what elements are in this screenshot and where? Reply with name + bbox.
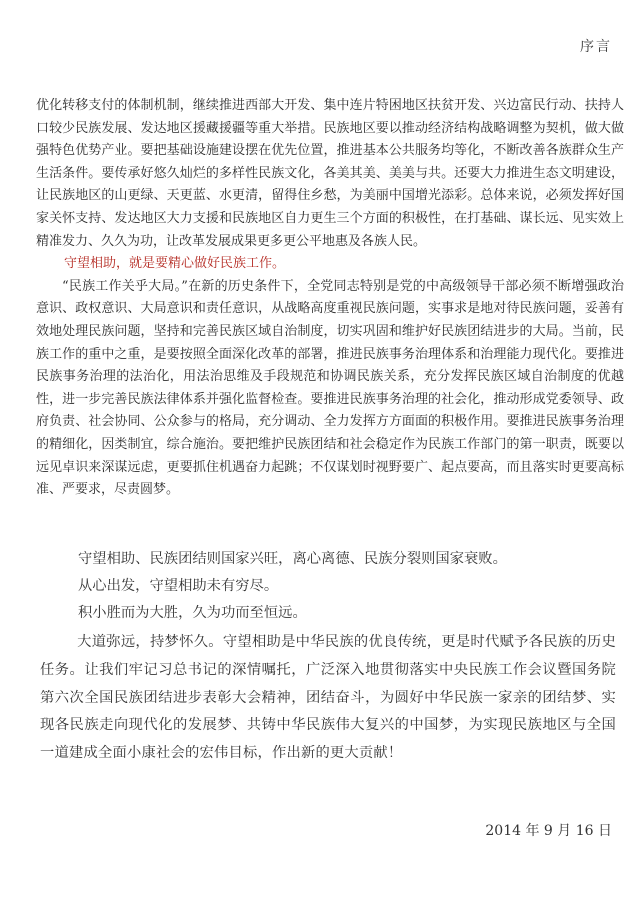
running-header: 序言 xyxy=(580,39,612,55)
paragraph-conclusion: 大道弥远，持梦怀久。守望相助是中华民族的优良传统，更是时代赋予各民族的历史任务。让我们牢记习总书记的深情嘱托，广泛深入地贯彻落实中央民族工作会议暨国务院第六次全国民族团结进步表彰大会精神，团结奋斗，为圆好中华民族一家亲的团结梦、实现各民族走向现代化的发展梦、共铸中华民族伟大复兴的中国梦，为实现民族地区与全国一道建成全面小康社会的宏伟目标，作出新的更大贡献！ xyxy=(40,634,616,762)
quote-from-heart: 从心出发，守望相助未有穷尽。 xyxy=(78,578,279,594)
document-date: 2014 年 9 月 16 日 xyxy=(485,823,612,839)
section-subheading: 守望相助，就是要精心做好民族工作。 xyxy=(64,256,286,272)
body-text xyxy=(36,95,624,502)
closing-section xyxy=(40,546,616,768)
quote-small-wins: 积小胜而为大胜，久为功而至恒远。 xyxy=(78,605,307,621)
paragraph-ethnic-work: “民族工作关乎大局。”在新的历史条件下，全党同志特别是党的中高级领导干部必须不断增强政治意识、政权意识、大局意识和责任意识，从战略高度重视民族问题，实事求是地对待民族问题，妥善有效地处理民族问题，坚持和完善民族区域自治制度，切实巩固和维护好民族团结进步的大局。当前，民族工作的重中之重，是要按照全面深化改革的部署，推进民族事务治理体系和治理能力现代化。要推进民族事务治理的法治化，用法治思维及手段规范和协调民族关系，充分发挥民族区域自治制度的优越性，进一步完善民族法律体系并强化监督检查。要推进民族事务治理的社会化，推动形成党委领导、政府负责、社会协同、公众参与的格局，充分调动、全力发挥方方面面的积极作用。要推进民族事务治理的精细化，因类制宜，综合施治。要把维护民族团结和社会稳定作为民族工作部门的第一职责，既要以远见卓识来深谋远虑，更要抓住机遇奋力起跳；不仅谋划时视野要广、起点要高，而且落实时更要高标准、严要求，尽责圆梦。 xyxy=(36,278,624,498)
paragraph-development: 优化转移支付的体制机制，继续推进西部大开发、集中连片特困地区扶贫开发、兴边富民行动、扶持人口较少民族发展、发达地区援藏援疆等重大举措。民族地区要以推动经济结构战略调整为契机，做大做强特色优势产业。要把基础设施建设摆在优先位置，推进基本公共服务均等化，不断改善各族群众生产生活条件。要传承好悠久灿烂的多样性民族文化，各美其美、美美与共。还要大力推进生态文明建设，让民族地区的山更绿、天更蓝、水更清，留得住乡愁，为美丽中国增光添彩。总体来说，必须发挥好国家关怀支持、发达地区大力支援和民族地区自力更生三个方面的积极性，在打基础、谋长远、见实效上精准发力、久久为功，让改革发展成果更多更公平地惠及各族人民。 xyxy=(36,98,624,249)
quote-unity: 守望相助、民族团结则国家兴旺，离心离德、民族分裂则国家衰败。 xyxy=(78,551,507,567)
